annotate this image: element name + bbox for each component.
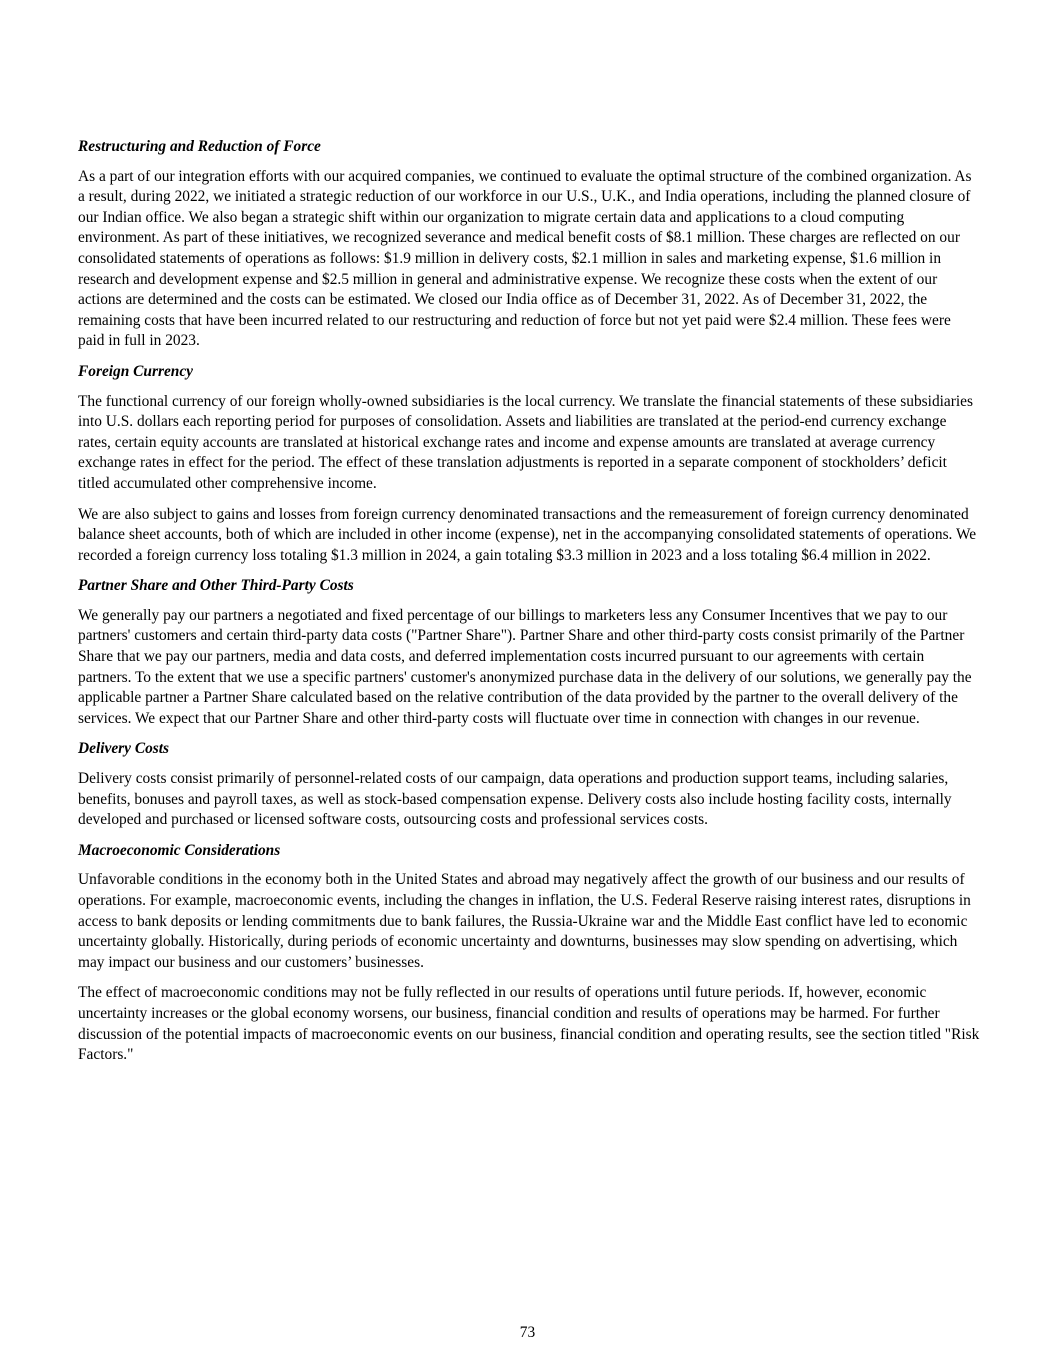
section-macroeconomic: [78, 841, 980, 1066]
section-restructuring: [78, 137, 980, 352]
section-partner-share: [78, 576, 980, 729]
paragraph: The effect of macroeconomic conditions may not be fully reflected in our results of operations until future periods. If, however, economic uncertainty increases or the global economy worsens, our business, financial condition and results of operations may be harmed. For further discussion of the potential impacts of macroeconomic events on our business, financial condition and operating results, see the section titled "Risk Factors.": [78, 984, 980, 1064]
section-heading: Partner Share and Other Third-Party Costs: [78, 577, 354, 595]
paragraph: The functional currency of our foreign wholly-owned subsidiaries is the local currency. We translate the financial statements of these subsidiaries into U.S. dollars each reporting period for purposes of consolidation. Assets and liabilities are translated at the period-end currency exchange rates, certain equity accounts are translated at historical exchange rates and income and expense amounts are translated at average currency exchange rates in effect for the period. The effect of these translation adjustments is reported in a separate component of stockholders’ deficit titled accumulated other comprehensive income.: [78, 392, 973, 492]
section-heading: Restructuring and Reduction of Force: [78, 138, 321, 155]
section-heading: Macroeconomic Considerations: [78, 841, 281, 859]
page-number: 73: [519, 1324, 536, 1341]
section-heading: Delivery Costs: [78, 740, 170, 758]
section-foreign-currency: [78, 362, 980, 566]
paragraph: We are also subject to gains and losses from foreign currency denominated transactions and the remeasurement of foreign currency denominated balance sheet accounts, both of which are included in other income (expense), net in the accompanying consolidated statements of operations. We recorded a foreign currency loss totaling $1.3 million in 2024, a gain totaling $3.3 million in 2023 and a loss totaling $6.4 million in 2022.: [78, 505, 977, 564]
paragraph: We generally pay our partners a negotiated and fixed percentage of our billings to marketers less any Consumer Incentives that we pay to our partners' customers and certain third-party data costs ("Partner Share"). Partner Share and other third-party costs consist primarily of the Partner Share that we pay our partners, media and data costs, and deferred implementation costs incurred pursuant to our agreements with certain partners. To the extent that we use a specific partners' customer's anonymized purchase data in the delivery of our solutions, we generally pay the applicable partner a Partner Share calculated based on the relative contribution of the data provided by the partner to the overall delivery of the services. We expect that our Partner Share and other third-party costs will fluctuate over time in connection with changes in our revenue.: [78, 606, 972, 727]
paragraph: As a part of our integration efforts with our acquired companies, we continued to evaluate the optimal structure of the combined organization. As a result, during 2022, we initiated a strategic reduction of our workforce in our U.S., U.K., and India operations, including the planned closure of our Indian office. We also began a strategic shift within our organization to migrate certain data and applications to a cloud computing environment. As part of these initiatives, we recognized severance and medical benefit costs of $8.1 million. These charges are reflected on our consolidated statements of operations as follows: $1.9 million in delivery costs, $2.1 million in sales and marketing expense, $1.6 million in research and development expense and $2.5 million in general and administrative expense. We recognize these costs when the extent of our actions are determined and the costs can be estimated. We closed our India office as of December 31, 2022. As of December 31, 2022, the remaining costs that have been incurred related to our restructuring and reduction of force but not yet paid were $2.4 million. These fees were paid in full in 2023.: [78, 167, 972, 350]
document-body: [78, 137, 980, 1076]
section-delivery-costs: [78, 739, 980, 830]
section-heading: Foreign Currency: [78, 362, 194, 380]
paragraph: Unfavorable conditions in the economy both in the United States and abroad may negatively affect the growth of our business and our results of operations. For example, macroeconomic events, including the changes in inflation, the U.S. Federal Reserve raising interest rates, disruptions in access to bank deposits or lending commitments due to bank failures, the Russia-Ukraine war and the Middle East conflict have led to economic uncertainty globally. Historically, during periods of economic uncertainty and downturns, businesses may slow spending on advertising, which may impact our business and our customers’ businesses.: [78, 871, 971, 971]
paragraph: Delivery costs consist primarily of personnel-related costs of our campaign, data operations and production support teams, including salaries, benefits, bonuses and payroll taxes, as well as stock-based compensation expense. Delivery costs also include hosting facility costs, internally developed and purchased or licensed software costs, outsourcing costs and professional services costs.: [78, 770, 952, 829]
